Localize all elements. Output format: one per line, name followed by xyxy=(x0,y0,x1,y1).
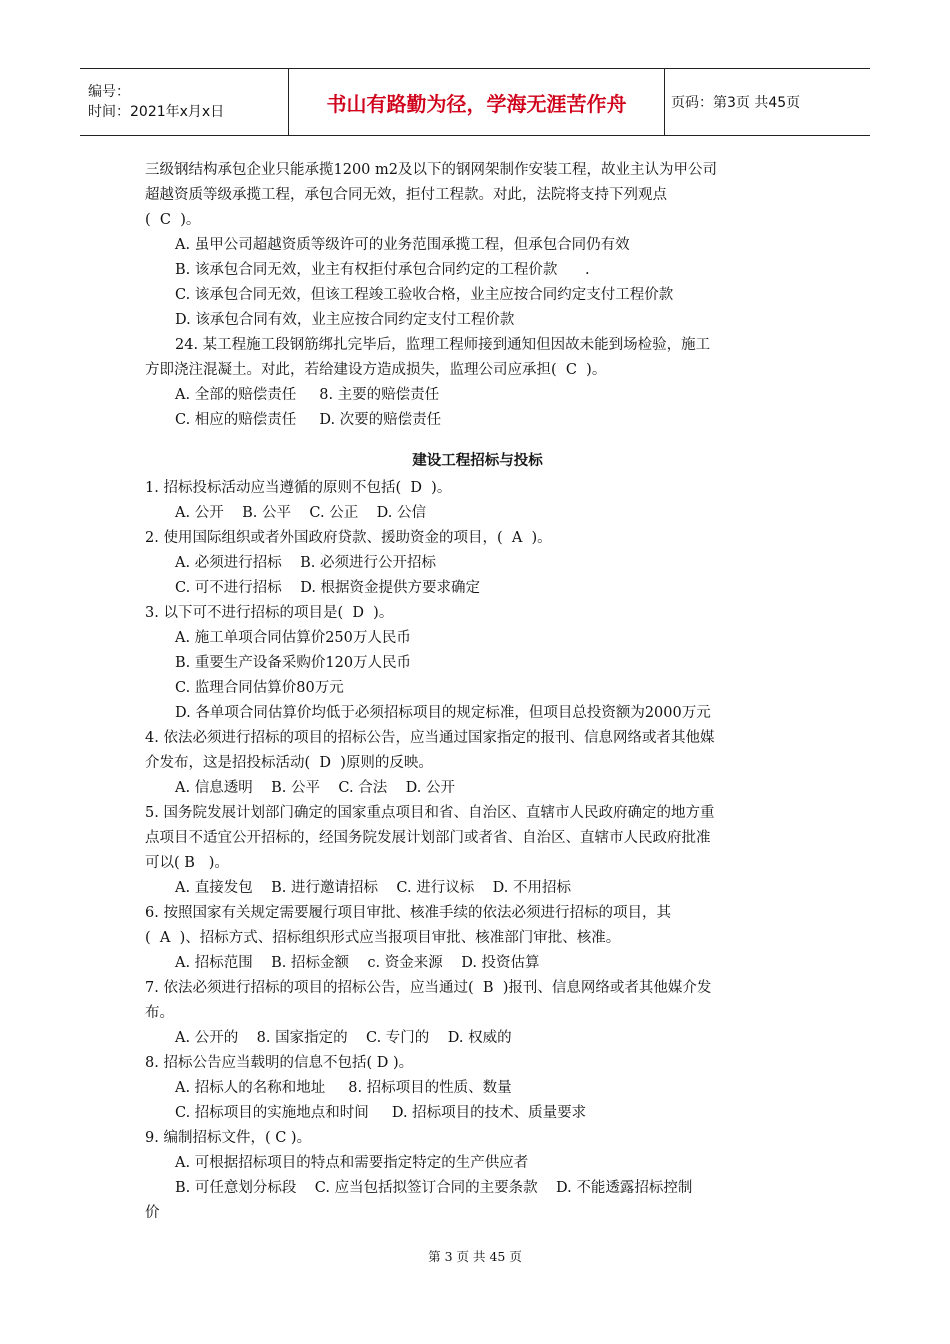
text-line: 点项目不适宜公开招标的，经国务院发展计划部门或者省、自治区、直辖市人民政府批准 xyxy=(145,830,711,846)
option-line: C. 相应的赔偿责任 D. 次要的赔偿责任 xyxy=(175,412,442,428)
option-line: 24. 某工程施工段钢筋绑扎完毕后，监理工程师接到通知但因故未能到场检验，施工 xyxy=(175,337,711,353)
option-line: A. 招标人的名称和地址 8. 招标项目的性质、数量 xyxy=(175,1080,512,1096)
option-line: A. 信息透明 B. 公平 C. 合法 D. 公开 xyxy=(175,780,455,796)
option-line: A. 虽甲公司超越资质等级许可的业务范围承揽工程，但承包合同仍有效 xyxy=(175,237,630,253)
text-line: 可以( B )。 xyxy=(145,855,229,871)
header-motto: 书山有路勤为径，学海无涯苦作舟 xyxy=(289,69,665,136)
option-line: B. 该承包合同无效，业主有权拒付承包合同约定的工程价款 . xyxy=(175,262,590,278)
text-line: 价 xyxy=(145,1205,160,1221)
text-line: 7. 依法必须进行招标的项目的招标公告，应当通过( B )报刊、信息网络或者其他媒介发 xyxy=(145,980,712,996)
document-number-label: 编号： xyxy=(88,84,130,100)
option-line: B. 重要生产设备采购价120万人民币 xyxy=(175,655,412,671)
option-line: B. 可任意划分标段 C. 应当包括拟签订合同的主要条款 D. 不能透露招标控制 xyxy=(175,1180,693,1196)
text-line: 2. 使用国际组织或者外国政府贷款、援助资金的项目，( A )。 xyxy=(145,530,552,546)
option-line: A. 直接发包 B. 进行邀请招标 C. 进行议标 D. 不用招标 xyxy=(175,880,571,896)
option-line: C. 监理合同估算价80万元 xyxy=(175,680,344,696)
option-line: D. 各单项合同估算价均低于必须招标项目的规定标准，但项目总投资额为2000万元 xyxy=(175,705,711,721)
text-line: 8. 招标公告应当载明的信息不包括( D )。 xyxy=(145,1055,414,1071)
option-line: A. 公开的 8. 国家指定的 C. 专门的 D. 权威的 xyxy=(175,1030,512,1046)
document-body xyxy=(145,158,810,1226)
option-line: A. 招标范围 B. 招标金额 c. 资金来源 D. 投资估算 xyxy=(175,955,540,971)
option-line: C. 可不进行招标 D. 根据资金提供方要求确定 xyxy=(175,580,481,596)
text-line: 超越资质等级承揽工程，承包合同无效，拒付工程款。对此，法院将支持下列观点 xyxy=(145,187,667,203)
document-date: 时间：2021年x月x日 xyxy=(88,104,225,120)
option-line: A. 全部的赔偿责任 8. 主要的赔偿责任 xyxy=(175,387,440,403)
option-line: C. 招标项目的实施地点和时间 D. 招标项目的技术、质量要求 xyxy=(175,1105,587,1121)
text-line: 布。 xyxy=(145,1005,174,1021)
text-line: 方即浇注混凝土。对此，若给建设方造成损失，监理公司应承担( C )。 xyxy=(145,362,607,378)
header-page-info: 页码：第3页 共45页 xyxy=(671,95,801,111)
section-title: 建设工程招标与投标 xyxy=(412,453,543,469)
text-line: 介发布，这是招投标活动( D )原则的反映。 xyxy=(145,755,433,771)
option-line: D. 该承包合同有效，业主应按合同约定支付工程价款 xyxy=(175,312,515,328)
option-line: A. 公开 B. 公平 C. 公正 D. 公信 xyxy=(175,505,426,521)
page-footer: 第 3 页 共 45 页 xyxy=(428,1249,522,1264)
option-line: A. 可根据招标项目的特点和需要指定特定的生产供应者 xyxy=(175,1155,529,1171)
text-line: 4. 依法必须进行招标的项目的招标公告，应当通过国家指定的报刊、信息网络或者其他媒 xyxy=(145,730,715,746)
page-header xyxy=(80,68,870,136)
text-line: 1. 招标投标活动应当遵循的原则不包括( D )。 xyxy=(145,480,452,496)
text-line: ( A )、招标方式、招标组织形式应当报项目审批、核准部门审批、核准。 xyxy=(145,930,621,946)
text-line: 6. 按照国家有关规定需要履行项目审批、核准手续的依法必须进行招标的项目，其 xyxy=(145,905,671,921)
text-line: ( C )。 xyxy=(145,212,201,228)
header-meta xyxy=(80,69,289,136)
option-line: A. 必须进行招标 B. 必须进行公开招标 xyxy=(175,555,436,571)
option-line: C. 该承包合同无效，但该工程竣工验收合格，业主应按合同约定支付工程价款 xyxy=(175,287,674,303)
text-line: 三级钢结构承包企业只能承揽1200 m2及以下的钢网架制作安装工程，故业主认为甲公司 xyxy=(145,162,717,178)
question-block-continued xyxy=(145,158,810,433)
question-block-bidding xyxy=(145,476,810,1226)
text-line: 5. 国务院发展计划部门确定的国家重点项目和省、自治区、直辖市人民政府确定的地方重 xyxy=(145,805,715,821)
text-line: 9. 编制招标文件，( C )。 xyxy=(145,1130,312,1146)
option-line: A. 施工单项合同估算价250万人民币 xyxy=(175,630,411,646)
text-line: 3. 以下可不进行招标的项目是( D )。 xyxy=(145,605,394,621)
